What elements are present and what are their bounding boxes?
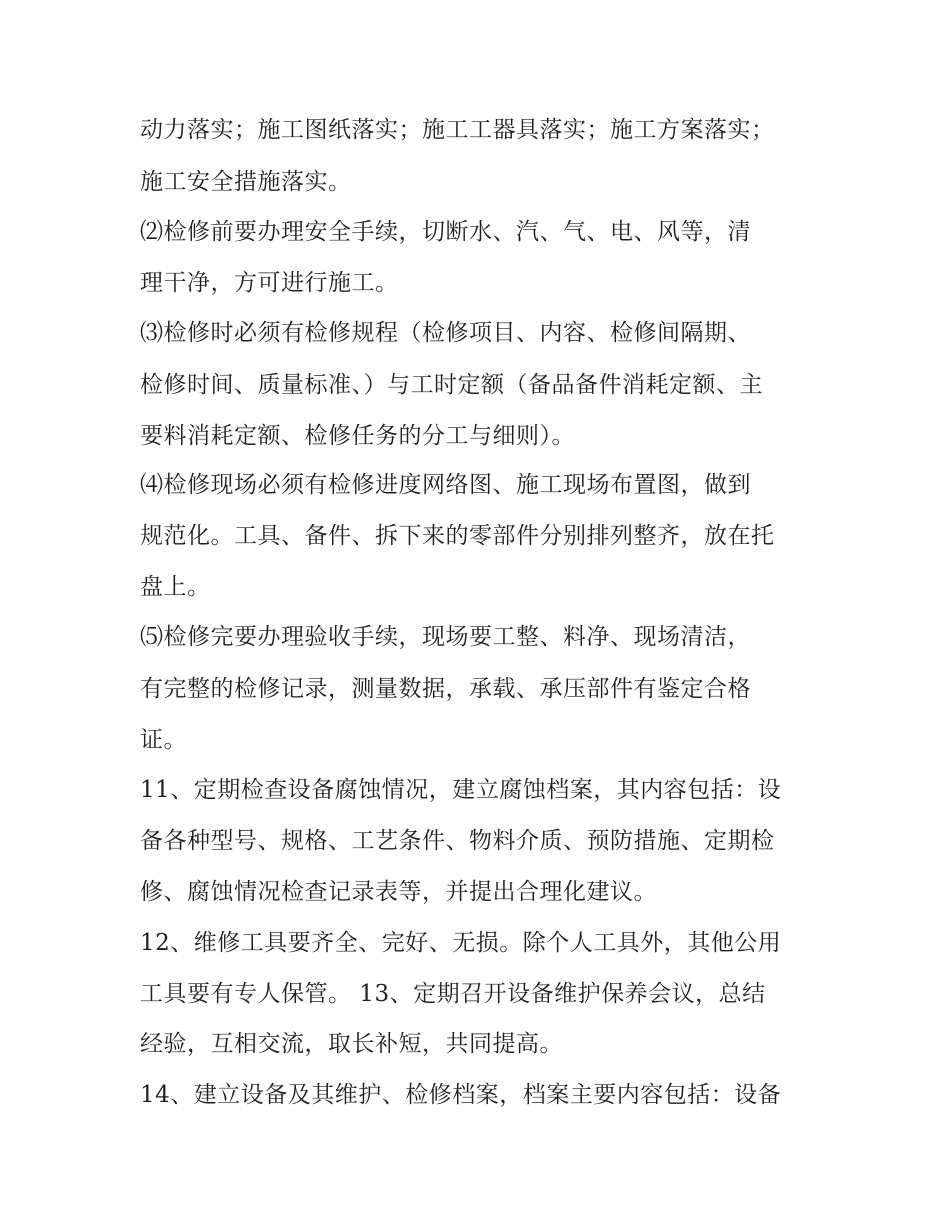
text-line: 备各种型号、规格、工艺条件、物料介质、预防措施、定期检	[140, 828, 775, 854]
text-line: 要料消耗定额、检修任务的分工与细则）。	[140, 423, 575, 449]
text-line: 经验，互相交流，取长补短，共同提高。	[140, 1031, 563, 1057]
text-line: ⑸检修完要办理验收手续，现场要工整、料净、现场清洁，	[140, 624, 751, 650]
text-line: 规范化。工具、备件、拆下来的零部件分别排列整齐，放在托	[140, 523, 775, 549]
text-line: 动力落实；施工图纸落实；施工工器具落实；施工方案落实；	[140, 117, 775, 143]
text-line: 12、维修工具要齐全、完好、无损。除个人工具外，其他公用	[140, 930, 782, 956]
text-line: ⑶检修时必须有检修规程（检修项目、内容、检修间隔期、	[140, 320, 751, 346]
text-line: 11、定期检查设备腐蚀情况，建立腐蚀档案，其内容包括：设	[140, 777, 782, 803]
text-line: 盘上。	[140, 574, 211, 600]
text-line: 有完整的检修记录，测量数据，承载、承压部件有鉴定合格	[140, 676, 751, 702]
text-line: 施工安全措施落实。	[140, 169, 352, 195]
text-line: 理干净，方可进行施工。	[140, 270, 399, 296]
text-line: 工具要有专人保管。 13、定期召开设备维护保养会议，总结	[140, 981, 766, 1007]
text-line: ⑵检修前要办理安全手续，切断水、汽、气、电、风等，清	[140, 219, 751, 245]
text-line: 14、建立设备及其维护、检修档案，档案主要内容包括：设备	[140, 1082, 782, 1108]
text-line: 修、腐蚀情况检查记录表等，并提出合理化建议。	[140, 879, 657, 905]
text-line: 证。	[140, 727, 187, 753]
text-line: ⑷检修现场必须有检修进度网络图、施工现场布置图，做到	[140, 472, 751, 498]
text-line: 检修时间、质量标准、）与工时定额（备品备件消耗定额、主	[140, 372, 763, 398]
